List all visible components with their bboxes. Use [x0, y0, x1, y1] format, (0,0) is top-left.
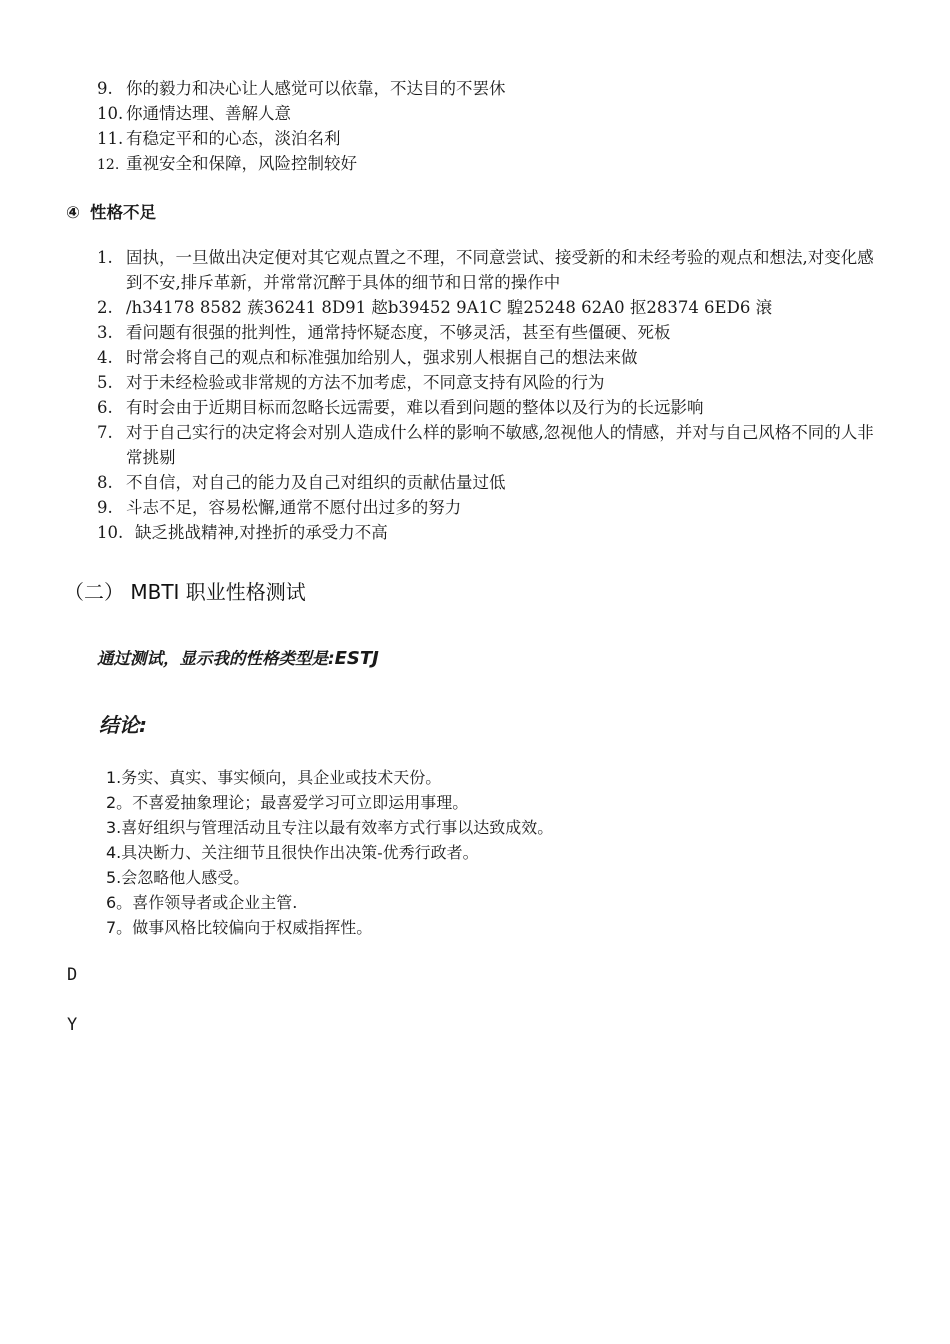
item-text: 时常会将自己的观点和标准强加给别人，强求别人根据自己的想法来做	[126, 348, 638, 367]
item-number: 11.	[97, 129, 124, 148]
item-number: 2.	[97, 298, 113, 317]
list-item	[97, 520, 388, 545]
weaknesses-heading-text: 性格不足	[89, 203, 156, 222]
item-number: 10.	[97, 523, 124, 542]
item-number: 9.	[97, 498, 113, 517]
item-text: 做事风格比较偏向于权威指挥性。	[132, 918, 373, 937]
list-item	[97, 76, 506, 101]
item-number: 6。	[106, 893, 133, 912]
conclusion-title: 结论:	[99, 713, 147, 737]
list-item	[97, 101, 291, 126]
item-text: 重视安全和保障，风险控制较好	[126, 154, 357, 173]
item-number: 4.	[97, 348, 113, 367]
item-text: 会忽略他人感受。	[121, 868, 250, 887]
item-text: 看问题有很强的批判性，通常持怀疑态度，不够灵活，甚至有些僵硬、死板	[126, 323, 671, 342]
list-item	[106, 840, 479, 865]
list-item	[97, 420, 886, 470]
item-number: 12.	[97, 157, 120, 173]
item-number: 9.	[97, 79, 113, 98]
item-text: 缺乏挑战精神,对挫折的承受力不高	[135, 523, 388, 542]
item-text: 有时会由于近期目标而忽略长远需要，难以看到问题的整体以及行为的长远影响	[126, 398, 704, 417]
list-item	[97, 245, 886, 295]
item-text: 有稳定平和的心态，淡泊名利	[126, 129, 341, 148]
item-text: 对于未经检验或非常规的方法不加考虑，不同意支持有风险的行为	[126, 373, 605, 392]
item-number: 10.	[97, 104, 124, 123]
item-number: 5.	[97, 373, 113, 392]
item-number: 7.	[97, 423, 113, 442]
list-item	[97, 320, 671, 345]
list-item	[97, 370, 605, 395]
item-number: 3.	[106, 818, 122, 837]
item-text: 固执，一旦做出决定便对其它观点置之不理，不同意尝试、接受新的和未经考验的观点和想法,对变化感到不安,排斥革新，并常常沉醉于具体的细节和日常的操作中	[126, 248, 874, 292]
list-item	[106, 815, 553, 840]
item-text: 你通情达理、善解人意	[126, 104, 291, 123]
item-text: 不喜爱抽象理论；最喜爱学习可立即运用事理。	[132, 793, 469, 812]
item-text: /h34178 8582 蔟36241 8D91 趑b39452 9A1C 騜25248 62A0 抠28374 6ED6 滖	[126, 298, 773, 317]
test-result	[97, 645, 379, 669]
circled-number-marker: ④	[66, 203, 80, 222]
item-text: 对于自己实行的决定将会对别人造成什么样的影响不敏感,忽视他人的情感，并对与自己风格不同的人非常挑剔	[126, 423, 874, 467]
trailing-letter: D	[67, 965, 78, 985]
list-item	[97, 126, 341, 151]
item-number: 4.	[106, 843, 122, 862]
list-item	[106, 865, 249, 890]
item-text: 你的毅力和决心让人感觉可以依靠，不达目的不罢休	[126, 79, 506, 98]
section-heading: （二） MBTI 职业性格测试	[64, 580, 306, 604]
list-item	[106, 915, 372, 940]
item-number: 7。	[106, 918, 133, 937]
weaknesses-heading	[66, 199, 156, 223]
item-text: 务实、真实、事实倾向，具企业或技术天份。	[121, 768, 442, 787]
result-prefix: 通过测试，显示我的性格类型是:	[97, 649, 335, 668]
list-item	[106, 890, 297, 915]
item-text: 斗志不足，容易松懈,通常不愿付出过多的努力	[126, 498, 462, 517]
item-number: 1.	[106, 768, 122, 787]
item-number: 3.	[97, 323, 113, 342]
list-item	[97, 395, 704, 420]
list-item	[97, 345, 638, 370]
item-text: 不自信，对自己的能力及自己对组织的贡献估量过低	[126, 473, 506, 492]
item-text: 喜作领导者或企业主管.	[132, 893, 298, 912]
list-item	[97, 495, 461, 520]
list-item	[97, 151, 357, 178]
item-number: 8.	[97, 473, 113, 492]
list-item	[106, 765, 441, 790]
list-item	[97, 295, 772, 320]
item-number: 2。	[106, 793, 133, 812]
trailing-letter: Y	[67, 1015, 78, 1035]
item-number: 6.	[97, 398, 113, 417]
personality-type: ESTJ	[334, 648, 379, 669]
item-text: 喜好组织与管理活动且专注以最有效率方式行事以达致成效。	[121, 818, 554, 837]
item-text: 具决断力、关注细节且很快作出决策-优秀行政者。	[121, 843, 479, 862]
list-item	[106, 790, 468, 815]
item-number: 1.	[97, 248, 113, 267]
list-item	[97, 470, 506, 495]
item-number: 5.	[106, 868, 122, 887]
